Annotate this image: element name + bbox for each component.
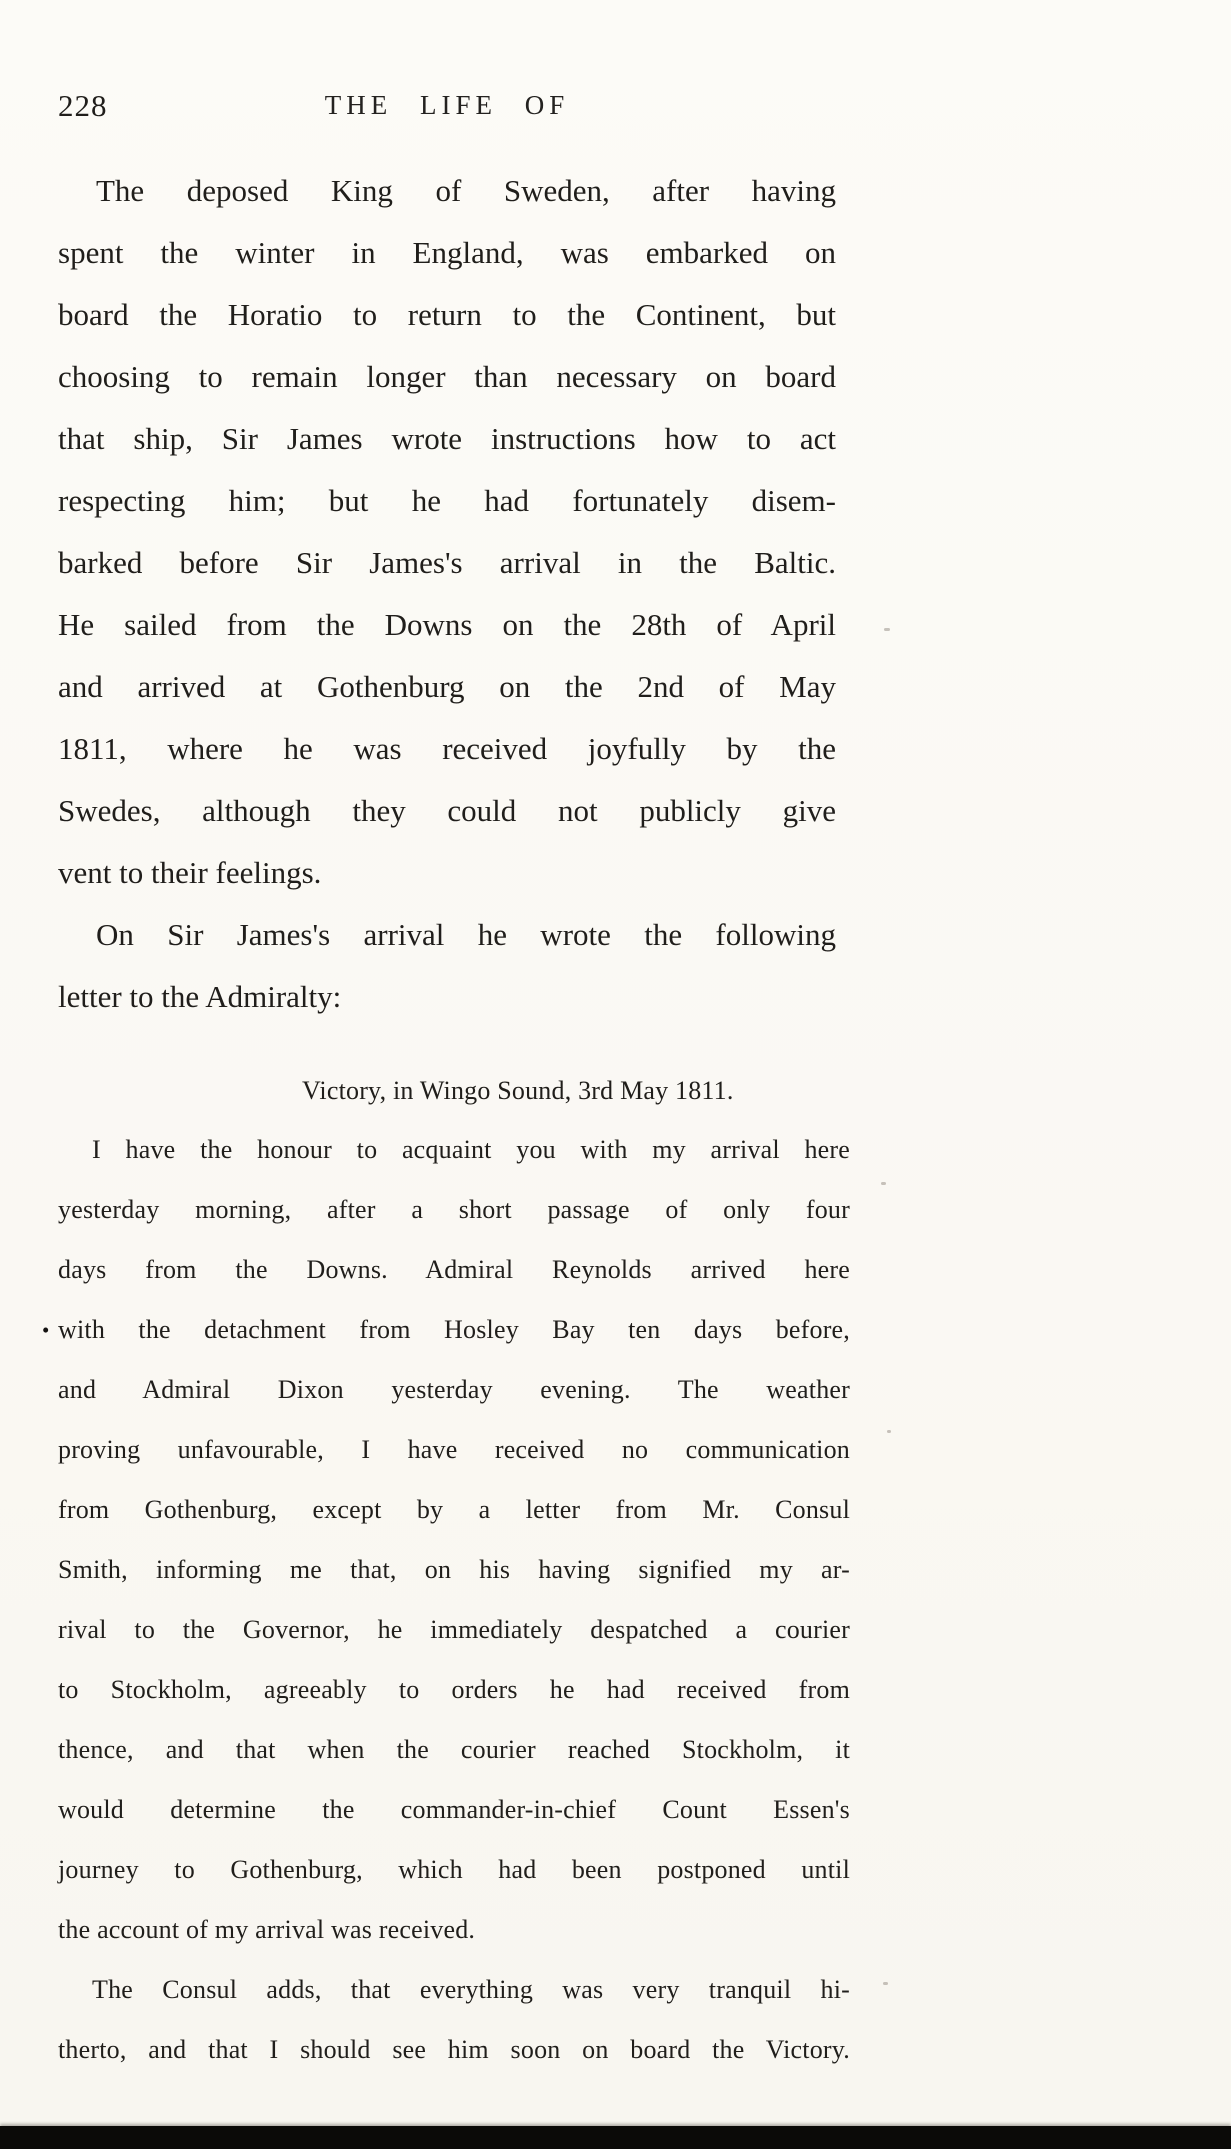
stray-ink-dot: • xyxy=(42,1318,50,1342)
paragraph xyxy=(42,1120,850,1960)
text-line: days from the Downs. Admiral Reynolds arrived here xyxy=(58,1255,850,1284)
scan-speck xyxy=(881,1182,886,1185)
text-line: therto, and that I should see him soon on board the Victory. xyxy=(58,2035,850,2064)
page-number: 228 xyxy=(58,88,108,123)
text-line: On Sir James's arrival he wrote the following xyxy=(96,917,836,952)
page-header xyxy=(58,86,836,126)
scan-edge-artifact xyxy=(0,2126,1231,2149)
text-line: choosing to remain longer than necessary on board xyxy=(58,359,836,394)
text-line: vent to their feelings. xyxy=(58,855,322,890)
text-line: thence, and that when the courier reached Stockholm, it xyxy=(58,1735,850,1764)
text-line: rival to the Governor, he immediately despatched a courier xyxy=(58,1615,850,1644)
paragraph xyxy=(58,1960,850,2080)
text-line: board the Horatio to return to the Continent, but xyxy=(58,297,836,332)
text-line: the account of my arrival was received. xyxy=(58,1915,476,1944)
text-line: letter to the Admiralty: xyxy=(58,979,342,1014)
text-line: would determine the commander-in-chief Count Essen's xyxy=(58,1795,850,1824)
text-line: from Gothenburg, except by a letter from Mr. Consul xyxy=(58,1495,850,1524)
text-line: barked before Sir James's arrival in the Baltic. xyxy=(58,545,836,580)
text-line: He sailed from the Downs on the 28th of April xyxy=(58,607,836,642)
text-line: journey to Gothenburg, which had been postponed until xyxy=(58,1855,850,1884)
text-line: 1811, where he was received joyfully by the xyxy=(58,731,836,766)
scan-speck xyxy=(884,628,890,631)
running-head: THE LIFE OF xyxy=(324,90,570,120)
text-line: spent the winter in England, was embarked on xyxy=(58,235,836,270)
paragraph xyxy=(58,160,836,904)
text-line: that ship, Sir James wrote instructions how to act xyxy=(58,421,836,456)
text-line: proving unfavourable, I have received no communication xyxy=(58,1435,850,1464)
text-line: and arrived at Gothenburg on the 2nd of May xyxy=(58,669,836,704)
text-line: and Admiral Dixon yesterday evening. The weather xyxy=(58,1375,850,1404)
page-body xyxy=(42,160,858,2080)
paragraph xyxy=(58,904,836,1028)
text-line: Smith, informing me that, on his having signified my ar- xyxy=(58,1555,850,1584)
text-line: to Stockholm, agreeably to orders he had received from xyxy=(58,1675,850,1704)
text-line: with the detachment from Hosley Bay ten days before, • xyxy=(58,1300,850,1360)
text-line: Swedes, although they could not publicly give xyxy=(58,793,836,828)
scan-speck xyxy=(883,1982,888,1985)
text-line: The Consul adds, that everything was very tranquil hi- xyxy=(92,1975,850,2004)
text-line: The deposed King of Sweden, after having xyxy=(96,173,836,208)
text-line: yesterday morning, after a short passage of only four xyxy=(58,1195,850,1224)
text-line: I have the honour to acquaint you with my arrival here xyxy=(92,1135,850,1164)
text-line: respecting him; but he had fortunately disem- xyxy=(58,483,836,518)
scan-speck xyxy=(887,1430,891,1433)
letter-dateline: Victory, in Wingo Sound, 3rd May 1811. xyxy=(302,1076,734,1105)
